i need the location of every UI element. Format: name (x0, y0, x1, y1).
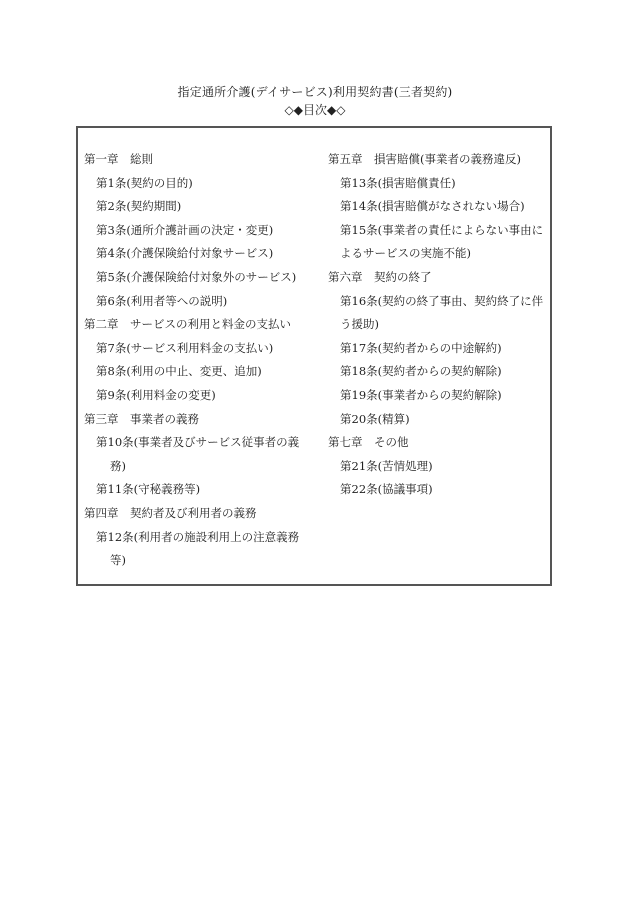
toc-chapter-heading: 第六章 契約の終了 (328, 269, 432, 284)
toc-article-entry: 第22条(協議事項) (340, 482, 433, 497)
toc-article-entry: 第8条(利用の中止、変更、追加) (96, 364, 262, 379)
toc-article-entry: 第18条(契約者からの契約解除) (340, 364, 502, 379)
toc-article-entry: よるサービスの実施不能) (340, 246, 471, 261)
toc-article-entry: 第12条(利用者の施設利用上の注意義務 (96, 529, 300, 544)
toc-right-column (328, 148, 552, 502)
toc-article-entry: 第20条(精算) (340, 411, 410, 426)
toc-article-entry: 第1条(契約の目的) (96, 175, 193, 190)
toc-chapter-heading: 第三章 事業者の義務 (84, 411, 199, 426)
document-title: 指定通所介護(デイサービス)利用契約書(三者契約) (177, 85, 453, 99)
toc-article-entry: 第10条(事業者及びサービス従事者の義 (96, 435, 300, 450)
table-of-contents (76, 126, 552, 586)
toc-article-entry: 第16条(契約の終了事由、契約終了に伴 (340, 293, 544, 308)
toc-article-entry: 第19条(事業者からの契約解除) (340, 387, 502, 402)
toc-article-entry: 第15条(事業者の責任によらない事由に (340, 222, 544, 237)
toc-article-entry: 第21条(苦情処理) (340, 458, 433, 473)
toc-heading: ◇◆目次◆◇ (284, 103, 346, 117)
toc-article-entry: 第3条(通所介護計画の決定・変更) (96, 222, 274, 237)
toc-article-entry: 第9条(利用料金の変更) (96, 387, 216, 402)
toc-article-entry: 第4条(介護保険給付対象サービス) (96, 246, 274, 261)
toc-article-entry: 第11条(守秘義務等) (96, 482, 201, 497)
toc-chapter-heading: 第七章 その他 (328, 435, 409, 450)
toc-article-entry: 第6条(利用者等への説明) (96, 293, 228, 308)
toc-article-entry: う援助) (340, 317, 379, 332)
toc-article-entry: 第7条(サービス利用料金の支払い) (96, 340, 274, 355)
toc-chapter-heading: 第五章 損害賠償(事業者の義務違反) (328, 152, 521, 166)
toc-chapter-heading: 第一章 総則 (84, 152, 153, 166)
toc-chapter-heading: 第二章 サービスの利用と料金の支払い (84, 317, 291, 332)
toc-article-entry: 第14条(損害賠償がなされない場合) (340, 199, 525, 214)
toc-left-column (84, 148, 316, 573)
toc-article-entry: 第5条(介護保険給付対象外のサービス) (96, 269, 297, 284)
toc-article-entry: 第13条(損害賠償責任) (340, 175, 456, 190)
toc-article-continuation: 等) (110, 553, 126, 568)
toc-article-entry: 第2条(契約期間) (96, 199, 182, 214)
toc-chapter-heading: 第四章 契約者及び利用者の義務 (84, 505, 257, 520)
toc-article-continuation: 務) (110, 458, 126, 473)
toc-article-entry: 第17条(契約者からの中途解約) (340, 340, 502, 355)
